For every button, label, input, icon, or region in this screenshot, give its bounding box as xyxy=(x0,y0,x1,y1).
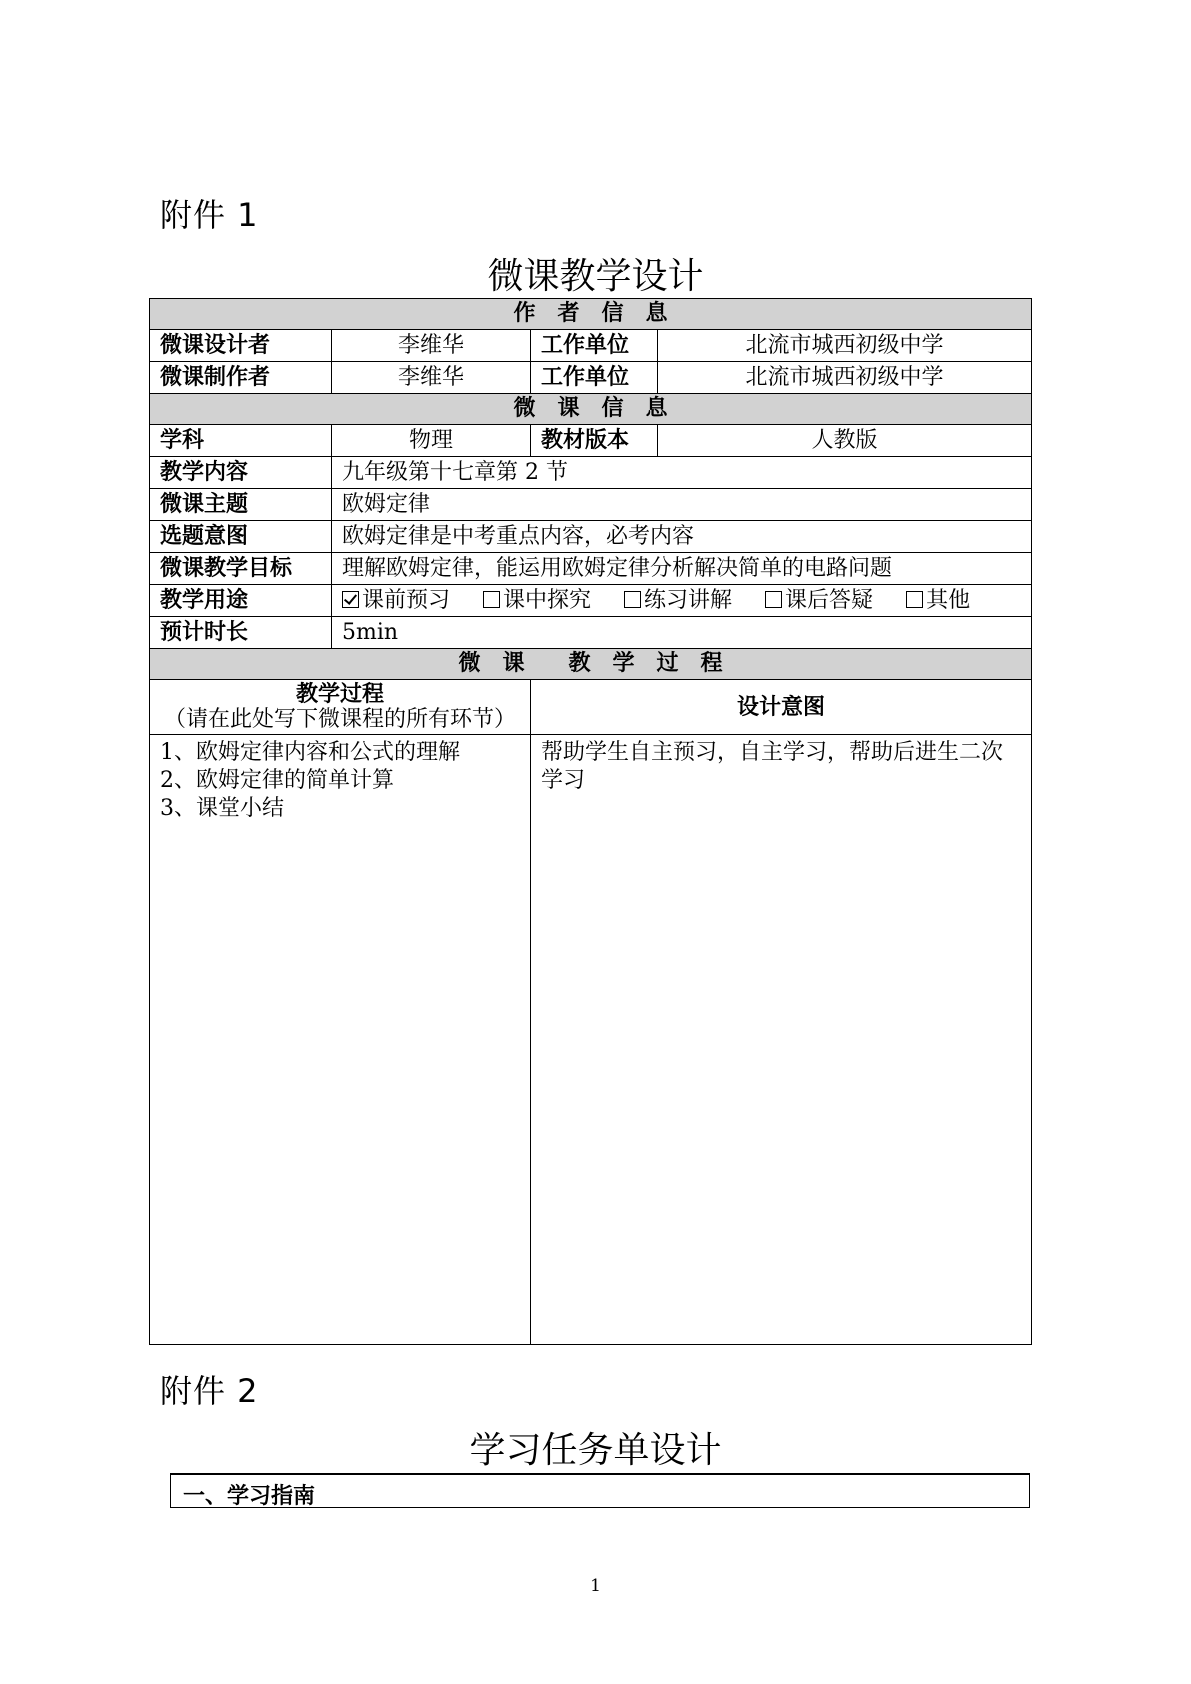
table-row xyxy=(150,521,1032,553)
content-value: 九年级第十七章第 2 节 xyxy=(332,457,1032,489)
process-header xyxy=(150,680,531,735)
table-row xyxy=(150,585,1032,617)
list-item: 2、欧姆定律的简单计算 xyxy=(160,768,394,793)
duration-value: 5min xyxy=(332,617,1032,649)
table-row xyxy=(150,362,1032,394)
study-guide-heading: 一、学习指南 xyxy=(183,1484,316,1509)
checkbox-icon xyxy=(483,591,500,608)
goal-label: 微课教学目标 xyxy=(150,553,332,585)
usage-label: 教学用途 xyxy=(150,585,332,617)
goal-value: 理解欧姆定律，能运用欧姆定律分析解决简单的电路问题 xyxy=(332,553,1032,585)
checkbox-icon xyxy=(624,591,641,608)
workplace-value: 北流市城西初级中学 xyxy=(658,362,1032,394)
producer-label: 微课制作者 xyxy=(150,362,332,394)
designer-label: 微课设计者 xyxy=(150,330,332,362)
workplace-label: 工作单位 xyxy=(531,362,658,394)
process-list xyxy=(150,735,531,1345)
checkbox-icon xyxy=(765,591,782,608)
checked-box-icon xyxy=(342,591,359,608)
table-row xyxy=(150,680,1032,735)
design-intent-text: 帮助学生自主预习，自主学习，帮助后进生二次学习 xyxy=(531,735,1032,1345)
usage-option-qa[interactable]: 课后答疑 xyxy=(765,589,873,613)
task-sheet-title: 学习任务单设计 xyxy=(469,1430,722,1471)
list-item: 1、欧姆定律内容和公式的理解 xyxy=(160,740,460,765)
table-row xyxy=(150,553,1032,585)
author-info-section: 作 者 信 息 xyxy=(150,299,1032,330)
designer-value: 李维华 xyxy=(332,330,531,362)
intent-label: 选题意图 xyxy=(150,521,332,553)
checkbox-icon xyxy=(906,591,923,608)
micro-course-design-table xyxy=(149,298,1032,1345)
usage-option-explore[interactable]: 课中探究 xyxy=(483,589,591,613)
subject-value: 物理 xyxy=(332,425,531,457)
attachment-2-label: 附件 2 xyxy=(160,1372,259,1410)
workplace-label: 工作单位 xyxy=(531,330,658,362)
intent-value: 欧姆定律是中考重点内容，必考内容 xyxy=(332,521,1032,553)
textbook-value: 人教版 xyxy=(658,425,1032,457)
usage-options xyxy=(332,585,1032,617)
table-row xyxy=(150,617,1032,649)
process-subtitle: （请在此处写下微课程的所有环节） xyxy=(163,707,516,732)
duration-label: 预计时长 xyxy=(150,617,332,649)
usage-option-preview[interactable]: 课前预习 xyxy=(342,589,450,613)
design-title: 微课教学设计 xyxy=(487,256,704,297)
subject-label: 学科 xyxy=(150,425,332,457)
table-row xyxy=(150,330,1032,362)
design-intent-header xyxy=(531,680,1032,735)
study-guide-box xyxy=(170,1473,1030,1508)
process-title: 教学过程 xyxy=(295,682,384,707)
page-number: 1 xyxy=(590,1576,601,1596)
usage-option-other[interactable]: 其他 xyxy=(906,589,970,613)
topic-label: 微课主题 xyxy=(150,489,332,521)
attachment-1-label: 附件 1 xyxy=(160,196,259,234)
table-row xyxy=(150,489,1032,521)
content-label: 教学内容 xyxy=(150,457,332,489)
design-intent-title: 设计意图 xyxy=(737,694,826,720)
usage-option-practice[interactable]: 练习讲解 xyxy=(624,589,732,613)
table-row xyxy=(150,425,1032,457)
workplace-value: 北流市城西初级中学 xyxy=(658,330,1032,362)
table-row xyxy=(150,457,1032,489)
producer-value: 李维华 xyxy=(332,362,531,394)
topic-value: 欧姆定律 xyxy=(332,489,1032,521)
table-row xyxy=(150,735,1032,1345)
textbook-label: 教材版本 xyxy=(531,425,658,457)
process-section: 微 课 教 学 过 程 xyxy=(150,649,1032,680)
list-item: 3、课堂小结 xyxy=(160,796,284,821)
course-info-section: 微 课 信 息 xyxy=(150,394,1032,425)
